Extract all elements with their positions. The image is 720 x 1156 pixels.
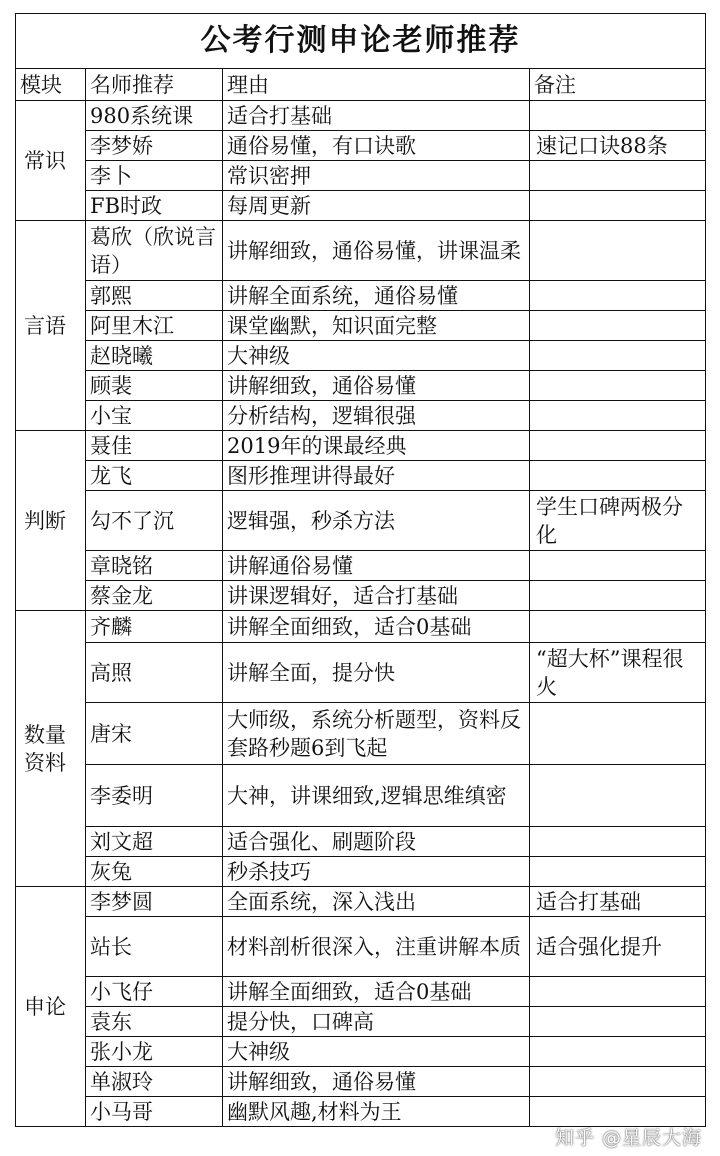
- reason-cell: 大神级: [223, 341, 530, 371]
- note-cell: [530, 191, 706, 221]
- table-row: [16, 1007, 706, 1037]
- module-cell: 数量 资料: [16, 611, 86, 887]
- module-cell: 言语: [16, 221, 86, 431]
- teacher-cell: 勾不了沉: [86, 491, 223, 551]
- table-row: [16, 1037, 706, 1067]
- table-row: [16, 977, 706, 1007]
- note-cell: 学生口碑两极分化: [530, 491, 706, 551]
- note-cell: [530, 977, 706, 1007]
- teacher-cell: 郭熙: [86, 281, 223, 311]
- module-cell: 申论: [16, 887, 86, 1127]
- table-row: [16, 191, 706, 221]
- teacher-cell: 站长: [86, 917, 223, 977]
- reason-cell: 材料剖析很深入，注重讲解本质: [223, 917, 530, 977]
- note-cell: [530, 1007, 706, 1037]
- header-row: [16, 69, 706, 101]
- watermark: 知乎 @星辰大海: [554, 1127, 702, 1149]
- note-cell: “超大杯”课程很火: [530, 643, 706, 703]
- reason-cell: 讲课逻辑好，适合打基础: [223, 581, 530, 611]
- teacher-cell: 章晓铭: [86, 551, 223, 581]
- table-row: [16, 857, 706, 887]
- note-cell: [530, 551, 706, 581]
- teacher-cell: 顾裴: [86, 371, 223, 401]
- reason-cell: 适合强化、刷题阶段: [223, 827, 530, 857]
- teacher-cell: 刘文超: [86, 827, 223, 857]
- table-row: [16, 1097, 706, 1127]
- table-row: [16, 611, 706, 643]
- note-cell: [530, 703, 706, 765]
- note-cell: [530, 857, 706, 887]
- teacher-cell: 聂佳: [86, 431, 223, 461]
- reason-cell: 讲解全面细致，适合0基础: [223, 611, 530, 643]
- reason-cell: 课堂幽默，知识面完整: [223, 311, 530, 341]
- reason-cell: 提分快，口碑高: [223, 1007, 530, 1037]
- reason-cell: 图形推理讲得最好: [223, 461, 530, 491]
- reason-cell: 讲解通俗易懂: [223, 551, 530, 581]
- note-cell: [530, 765, 706, 827]
- teacher-cell: 齐麟: [86, 611, 223, 643]
- table-row: [16, 221, 706, 281]
- note-cell: 适合强化提升: [530, 917, 706, 977]
- table-row: [16, 703, 706, 765]
- teacher-cell: 小宝: [86, 401, 223, 431]
- table-row: [16, 765, 706, 827]
- teacher-cell: 葛欣（欣说言语）: [86, 221, 223, 281]
- note-cell: [530, 1097, 706, 1127]
- teacher-cell: 单淑玲: [86, 1067, 223, 1097]
- table-row: [16, 341, 706, 371]
- note-cell: [530, 311, 706, 341]
- table-row: [16, 281, 706, 311]
- title-row: [16, 14, 706, 69]
- reason-cell: 逻辑强，秒杀方法: [223, 491, 530, 551]
- note-cell: [530, 581, 706, 611]
- table-row: [16, 887, 706, 917]
- reason-cell: 讲解细致，通俗易懂: [223, 1067, 530, 1097]
- teacher-cell: 赵晓曦: [86, 341, 223, 371]
- note-cell: 速记口诀88条: [530, 131, 706, 161]
- reason-cell: 全面系统，深入浅出: [223, 887, 530, 917]
- reason-cell: 讲解全面，提分快: [223, 643, 530, 703]
- table-row: [16, 827, 706, 857]
- reason-cell: 讲解细致，通俗易懂: [223, 371, 530, 401]
- teacher-cell: 蔡金龙: [86, 581, 223, 611]
- teacher-cell: 小马哥: [86, 1097, 223, 1127]
- reason-cell: 2019年的课最经典: [223, 431, 530, 461]
- table-row: [16, 371, 706, 401]
- note-cell: [530, 1067, 706, 1097]
- reason-cell: 讲解全面细致，适合0基础: [223, 977, 530, 1007]
- table-row: [16, 581, 706, 611]
- teacher-cell: 龙飞: [86, 461, 223, 491]
- reason-cell: 讲解全面系统，通俗易懂: [223, 281, 530, 311]
- note-cell: [530, 401, 706, 431]
- table-row: [16, 551, 706, 581]
- reason-cell: 每周更新: [223, 191, 530, 221]
- teacher-cell: 李梦圆: [86, 887, 223, 917]
- note-cell: [530, 1037, 706, 1067]
- module-cell: 常识: [16, 101, 86, 221]
- header-module: 模块: [16, 69, 86, 101]
- note-cell: [530, 161, 706, 191]
- teacher-cell: 唐宋: [86, 703, 223, 765]
- note-cell: [530, 221, 706, 281]
- reason-cell: 秒杀技巧: [223, 857, 530, 887]
- teacher-cell: 李卜: [86, 161, 223, 191]
- note-cell: [530, 461, 706, 491]
- reason-cell: 常识密押: [223, 161, 530, 191]
- note-cell: [530, 101, 706, 131]
- table-row: [16, 131, 706, 161]
- table-row: [16, 101, 706, 131]
- note-cell: [530, 827, 706, 857]
- teacher-cell: 张小龙: [86, 1037, 223, 1067]
- teacher-cell: FB时政: [86, 191, 223, 221]
- table-title: 公考行测申论老师推荐: [16, 14, 706, 69]
- note-cell: [530, 281, 706, 311]
- table-row: [16, 1067, 706, 1097]
- reason-cell: 大神级: [223, 1037, 530, 1067]
- table-row: [16, 401, 706, 431]
- table-row: [16, 643, 706, 703]
- table-row: [16, 431, 706, 461]
- reason-cell: 大师级，系统分析题型，资料反套路秒题6到飞起: [223, 703, 530, 765]
- teacher-cell: 李梦娇: [86, 131, 223, 161]
- table-row: [16, 161, 706, 191]
- note-cell: [530, 431, 706, 461]
- note-cell: [530, 341, 706, 371]
- note-cell: 适合打基础: [530, 887, 706, 917]
- note-cell: [530, 371, 706, 401]
- header-teacher: 名师推荐: [86, 69, 223, 101]
- teacher-cell: 小飞仔: [86, 977, 223, 1007]
- table-row: [16, 311, 706, 341]
- reason-cell: 通俗易懂，有口诀歌: [223, 131, 530, 161]
- note-cell: [530, 611, 706, 643]
- teacher-cell: 阿里木江: [86, 311, 223, 341]
- reason-cell: 幽默风趣,材料为王: [223, 1097, 530, 1127]
- teacher-cell: 袁东: [86, 1007, 223, 1037]
- reason-cell: 讲解细致，通俗易懂，讲课温柔: [223, 221, 530, 281]
- table-row: [16, 917, 706, 977]
- reason-cell: 大神，讲课细致,逻辑思维缜密: [223, 765, 530, 827]
- header-note: 备注: [530, 69, 706, 101]
- recommendation-table: [15, 13, 706, 1127]
- reason-cell: 适合打基础: [223, 101, 530, 131]
- table-row: [16, 461, 706, 491]
- teacher-cell: 980系统课: [86, 101, 223, 131]
- reason-cell: 分析结构，逻辑很强: [223, 401, 530, 431]
- teacher-cell: 灰兔: [86, 857, 223, 887]
- header-reason: 理由: [223, 69, 530, 101]
- table-row: [16, 491, 706, 551]
- teacher-cell: 李委明: [86, 765, 223, 827]
- teacher-cell: 高照: [86, 643, 223, 703]
- module-cell: 判断: [16, 431, 86, 611]
